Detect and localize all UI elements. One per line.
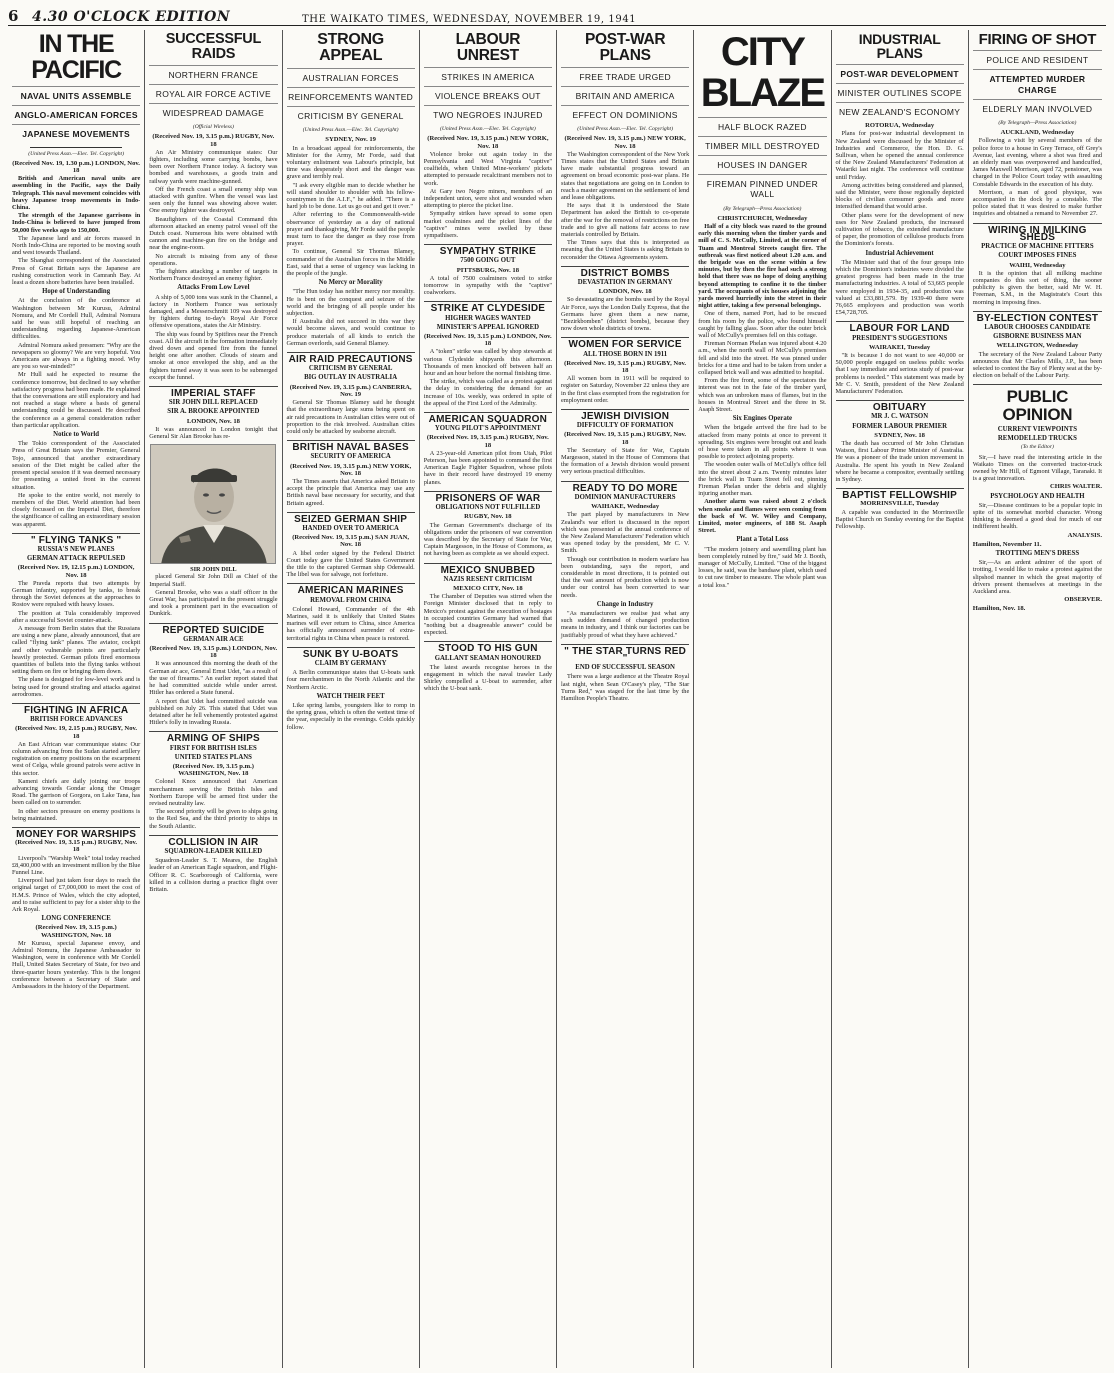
headline-in-the-pacific: IN THE PACIFIC [31,30,121,84]
paragraph: Kameni chiefs are daily joining our troops advancing towards Gondar along the Omager Road. The garrison of Gorgora, on Lake Tana, has been called on to surrender. [12,777,141,807]
section-heading: AMERICAN MARINES [287,583,415,594]
dateline: CHRISTCHURCH, Wednesday [717,214,808,222]
dateline: MEXICO CITY, Nov. 18 [453,584,523,592]
headline-strong-appeal: STRONG APPEAL [317,31,384,65]
deck: MINISTER OUTLINES SCOPE [836,83,964,102]
paragraph: "As manufacturers we realise just what any such sudden demand of changed production means in industry, and I think our factories can be justifiably proud of what they have achieved." [561,609,690,639]
lead-paragraph: Half of a city block was razed to the ground early this morning when the timber yards and mill of C. S. McCully, Limited, at the corner of Tuam and Montreal Streets caught fire. The outbreak was first noticed about 1.20 a.m. and the brigade was on the scene within a few minutes, but by then the fire had such a strong hold that there was no hope of doing anything beyond attempting to confine it to the timber yard. The occupants of six houses adjoining the yards moved hurriedly into the street in their night attire, taking a few personal belongings. [698,222,827,310]
subheading: Industrial Achievement [865,249,934,257]
dateline: (Received Nov. 19, 3.15 p.m.) RUGBY, Nov. 18 [426,434,549,449]
paragraph: He spoke to the entire world, not merely to members of the Diet. World attention had been closely focussed on the Imperial Diet, therefore the significance of calling an extraordinary session was apparent. [12,491,141,528]
paragraph: A 23-year-old American pilot from Utah, Pilot Peterson, has been appointed to command the first American Eagle Fighter Squadron, whose pilots have in their record have destroyed 19 enemy planes. [423,449,552,486]
paragraph: Liverpool had just taken four days to reach the original target of £7,000,000 to meet the cost of H.M.S. Prince of Wales, which the city adopted, and to raise sufficient to pay for a sister ship to the Ark Royal. [12,877,141,914]
paragraph: Violence broke out again today in the Pennsylvania and West Virginia "captive" coalfields, when United Mine-workers' pickets attempted to persuade recalcitrant members not to work. [423,150,552,187]
paragraph: "I ask every eligible man to decide whether he will stand shoulder to shoulder with his fellow-countrymen in the A.I.F.," he added. "There is a hard job to be done. Let us go out and get it over." [286,181,415,211]
paragraph: An East African war communique states: Our column advancing from the Sudan started artillery registration on enemy positions on the escarpment west of Celga, while ground patrols were active in this sector. [12,740,141,777]
section-heading: DISTRICT BOMBS [561,266,689,277]
column-6 [694,30,831,1368]
paragraph: In a broadcast appeal for reinforcements, the Minister for the Army, Mr Forde, said that voluntary enlistment was Labour's principle, but time was desperately short and the danger was grave and terribly real. [286,144,415,181]
dateline: (Received Nov. 19, 3.15 p.m.) RUGBY, Nov. 18 [564,431,687,446]
section-heading: OBITUARY [836,400,964,411]
subheading: Attacks From Low Level [177,284,250,292]
paragraph: After referring to the Commonwealth-wide observance of yesterday as a day of national prayer and thanksgiving, Mr Forde said the people must turn to face the danger as they rose from prayer. [286,211,415,248]
wire-credit: (United Press Assn.—Elec. Tel. Copyright) [28,150,124,157]
dateline: LONDON, Nov. 18 [598,288,652,296]
section-deck: GISBORNE BUSINESS MAN [993,333,1082,341]
dateline: (Received Nov. 19, 3.15 p.m.) CANBERRA, Nov. 19 [289,383,412,398]
paragraph: The German Government's discharge of its obligations under the prisoners of war convention was described by the Secretary of State for War, Captain Margesson, in the House of Commons, as not having been as complete as we should expect. [423,521,552,558]
section-heading: BRITISH NAVAL BASES [287,440,415,451]
deck: NORTHERN FRANCE [149,65,277,84]
paragraph: Like spring lambs, youngsters like to romp in the spring grass, which is often the wettest time of the year, especially in the evenings. Colds quickly follow. [286,702,415,731]
newspaper-columns [8,30,1106,1368]
divider [30,147,122,148]
section-deck: DOMINION MANUFACTURERS [574,493,676,501]
section-deck: LABOUR CHOOSES CANDIDATE [984,323,1091,331]
paragraph: General Sir Thomas Blamey said he thought that the extraordinary large sums being spent on air raid precautions in Australian cities were out of proportion to the risk involved. Australian cities could only be attacked by seaborne aircraft. [286,399,415,435]
paragraph: So devastating are the bombs used by the Royal Air Force, says the London Daily Express, that the Germans have given them a new name, "Bezirkbomben" (district bombs), because they now down whole districts of towns. [561,296,690,333]
headline-public-opinion: PUBLIC OPINION [973,384,1102,423]
column-8 [969,30,1106,1368]
paragraph: If Australia did not succeed in this war they would become slaves, and would continue to produce materials of all kinds to enrich the German overlords, said General Blamey. [286,318,415,347]
section-heading: JEWISH DIVISION [561,409,689,420]
deck: JAPANESE MOVEMENTS [12,124,140,143]
section-heading: STRIKE AT CLYDESIDE [424,301,552,312]
paragraph: The Pravda reports that two attempts by German infantry, supported by tanks, to break through the Soviet defences at the approaches to Rostov were repulsed with heavy losses. [12,579,141,609]
dateline: SYDNEY, Nov. 19 [325,136,376,144]
section-deck: FIRST FOR BRITISH ISLES [169,744,257,752]
wire-credit: (By Telegraph—Press Association) [723,205,802,212]
section-deck: SECURITY OF AMERICA [310,453,391,461]
dateline: SYDNEY, Nov. 18 [874,431,925,439]
section-heading: " THE STAR TURNS RED " [561,644,689,662]
paragraph: The wooden outer walls of McCully's office fell into the street about 2 a.m. Twenty minutes later the brick wall in Tuam Street fell out, pinning Fireman Phelan under the debris and slightly injuring another man. [698,461,827,498]
section-deck: BIG OUTLAY IN AUSTRALIA [304,374,398,382]
deck: FREE TRADE URGED [561,67,689,86]
paragraph: He says that it is understood the State Department has asked the British to co-operate after the war for the removal of restrictions on free trade and to give all nations fair access to raw materials controlled by Britain. [561,202,690,238]
paragraph: "The modern joinery and sawmilling plant has been completely ruined by fire," said Mr J. Booth, manager of McCully, Limited. "One of the biggest losses, he said, was the bandsaw plant, which used to cut raw timber to measure. The whole plant was a total loss." [698,545,827,589]
section-deck: GALLANT SEAMAN HONOURED [434,654,542,662]
column-7 [832,30,969,1368]
dateline: MORRINSVILLE, Tuesday [860,500,940,508]
paragraph: The Tokio correspondent of the Associated Press of Great Britain says the Premier, General Tojo, announced that another extraordinary session of the Diet might be called after the present special session if it was deemed necessary for presenting a united front in the current situation. [12,440,141,491]
paragraph: A capable was conducted in the Morrinsville Baptist Church on Sunday evening for the Baptist Fellowship. [835,508,964,531]
deck: CRITICISM BY GENERAL [287,106,415,125]
dateline: (Received Nov. 19, 12.15 p.m.) LONDON, Nov. 18 [17,564,135,579]
section-deck: GERMAN ATTACK REPULSED [26,555,126,563]
wire-credit: (United Press Assn.—Elec. Tel. Copyright) [577,126,673,133]
paragraph: Mr Kurusu, special Japanese envoy, and Admiral Nomura, the Japanese Ambassador to Washington, were in conference with Mr Cordell Hull, United States Secretary of State, for two and three-quarter hours yesterday. This is the longest conference between a Secretary of State and Ambassadors in the history of the Department. [12,939,141,991]
dateline: (Received Nov. 19, 3.15 p.m.) NEW YORK, Nov. 18 [427,135,549,150]
section-deck: UNITED STATES PLANS [174,753,252,761]
deck: REINFORCEMENTS WANTED [287,87,415,106]
paragraph: No aircraft is missing from any of these operations. [149,252,278,267]
section-deck: SQUADRON-LEADER KILLED [164,847,263,855]
paragraph: In other sectors pressure on enemy positions is being maintained. [12,807,141,822]
subheading: LONG CONFERENCE [41,915,111,923]
dateline: LONDON, Nov. 18 [186,417,240,425]
wire-credit: (Official Wireless) [192,124,234,131]
photo-caption: SIR JOHN DILL [190,566,237,574]
deck: ANGLO-AMERICAN FORCES [12,105,140,124]
deck: ELDERLY MAN INVOLVED [973,99,1102,118]
deck: ATTEMPTED MURDER CHARGE [973,69,1102,98]
section-heading: READY TO DO MORE [561,481,689,492]
section-deck: PRACTICE OF MACHINE FITTERS [981,243,1094,251]
section-heading: AIR RAID PRECAUTIONS [287,352,415,363]
dateline: (Received Nov. 19, 3.15 p.m.) NEW YORK, Nov. 18 [290,462,412,477]
deck: POST-WAR DEVELOPMENT [836,64,964,83]
wire-credit: (United Press Assn.—Elec. Tel. Copyright) [440,126,536,133]
column-1 [8,30,145,1368]
letter-paragraph: Sir,—I have read the interesting article in the Waikato Times on the converted tractor-truck owned by Mr Hill, of Egmont Village, Taranaki. It is a great innovation. [972,453,1102,483]
wire-credit: (United Press Assn.—Elec. Tel. Copyright) [302,127,399,134]
column-2 [145,30,282,1368]
deck: NEW ZEALAND'S ECONOMY [836,102,964,121]
page-number: 6 [8,7,19,25]
paragraph: The plane is designed for low-level work and is being used for ground strafing and attacks against aerodromes. [12,676,141,698]
section-deck: DEVASTATION IN GERMANY [577,279,673,287]
dateline: (Received Nov. 19, 1.30 p.m.) LONDON, Nov. 18 [12,159,140,174]
paragraph: Sympathy strikes have spread to some open market coalmines and the picket lines of the "captive" mines were swelled by these sympathisers. [423,210,552,239]
paragraph: Liverpool's "Warship Week" total today reached £8,400,000 with an investment million by the Blue Funnel Line. [12,854,141,877]
headline-firing-of-shot: FIRING OF SHOT [978,31,1097,48]
dateline: (Received Nov. 19, 3.15 p.m.) SAN JUAN, Nov. 18 [292,534,410,549]
paragraph: Morrison, a man of good physique, was accompanied in the dock by a constable. The police stated that it was desired to make further inquiries and obtained a remand to November 27. [972,188,1102,218]
dateline: WELLINGTON, Wednesday [996,342,1079,350]
deck: TWO NEGROES INJURED [424,105,552,124]
section-heading: BAPTIST FELLOWSHIP [836,488,964,499]
section-heading: COLLISION IN AIR [149,835,277,846]
section-heading: MONEY FOR WARSHIPS [12,827,140,838]
masthead [8,6,1106,26]
paragraph: The strength of the Japanese garrisons in Indo-China is believed to have jumped from 50,000 five weeks ago to 150,000. [12,212,141,234]
paragraph: The Japanese land and air forces massed in North Indo-China are reported to be moving south and west towards Thailand. [12,234,141,257]
paragraph: At Gary two Negro miners, members of an independent union, were shot and wounded when attempting to pierce the picket line. [423,187,552,210]
section-heading: WOMEN FOR SERVICE [561,337,689,348]
dateline: RUGBY, Nov. 18 [464,513,512,521]
deck: POLICE AND RESIDENT [973,50,1102,69]
deck: VIOLENCE BREAKS OUT [424,86,552,105]
letter-signature: ANALYSIS. [1067,531,1102,539]
section-deck: NAZIS RESENT CRITICISM [443,575,533,583]
paragraph: The secretary of the New Zealand Labour Party announces that Mr Charles Mills, J.P., has been selected to contest the Bay of Plenty seat at the by-election on behalf of the Labour Party. [972,350,1102,380]
section-heading: PRISONERS OF WAR [424,491,552,502]
paragraph: Admiral Nomura asked pressmen: "Why are the newspapers so gloomy? We are very hopeful. You Americans are always in a fighting mood. Why are you so war-minded?" [12,341,141,371]
deck: TIMBER MILL DESTROYED [698,136,826,155]
section-deck: RUSSIA'S NEW PLANES [37,545,115,553]
wire-credit: (By Telegraph—Press Association) [998,120,1077,127]
subheading: WATCH THEIR FEET [316,692,385,700]
section-deck: REMOVAL FROM CHINA [310,596,392,604]
section-deck: HANDED OVER TO AMERICA [302,524,399,532]
section-deck: HIGHER WAGES WANTED [445,314,531,322]
section-deck: OBLIGATIONS NOT FULFILLED [435,504,541,512]
letter-signature: OBSERVER. [1064,596,1102,604]
dateline: (Received Nov. 19, 3.15 p.m.) WASHINGTON, Nov. 18 [172,762,254,778]
paragraph: Fireman Norman Phelan was injured about 4.20 a.m., when the north wall of McCully's premises fell and slid into the street. He was pinned under bricks for a time and had to be taken from under a collapsed brick wall and was admitted to hospital. [698,340,827,376]
newspaper-title-line: THE WAIKATO TIMES, WEDNESDAY, NOVEMBER 19, 1941 [302,14,637,25]
section-heading: REPORTED SUICIDE [149,623,277,634]
paragraph: "The Hun today has neither mercy nor morality. He is bent on the conquest and seizure of the world and the bringing of all people under his subjection. [286,288,415,318]
dateline: (Received Nov. 19, 3.15 p.m.) LONDON, Nov. 18 [424,333,552,348]
paragraph: An Air Ministry communique states: Our fighters, including some carrying bombs, have been over Northern France today. A factory was bombed and warehouses, a goods train and railway yards were machine-gunned. [149,148,278,185]
dateline: (Received Nov. 19, 3.15 p.m.) WASHINGTON, Nov. 18 [35,924,117,939]
paragraph: It was announced this morning the death of the German air ace, General Ernst Udet, "as a result of the use of firearms." An earlier report stated that he had committed suicide while under arrest. Hitler has ordered a State funeral. [149,660,278,697]
section-deck: FORMER LABOUR PREMIER [852,422,948,430]
headline-labour-unrest: LABOUR UNREST [455,31,521,64]
letter-place: Hamilton, Nov. 18. [972,605,1026,613]
section-heading: SUNK BY U-BOATS [287,647,415,658]
paragraph: Squadron-Leader S. T. Meares, the English leader of an American Eagle squadron, and Flight-Officer R. C. Scarborough of California, were killed in a collision during a practice flight over Britain. [149,857,278,893]
paragraph: All women born in 1911 will be required to register on Saturday, November 22 unless they are in the first class exempted from the registration for employment order. [561,375,690,404]
deck: WIDESPREAD DAMAGE [149,103,277,122]
section-deck: COURT IMPOSES FINES [998,252,1077,260]
paragraph: Colonel Knox announced that American merchantmen serving the British Isles and Northern Europe will be armed first under the revised neutrality law. [149,778,278,807]
section-deck: MR J. C. WATSON [871,413,929,421]
deck: HALF BLOCK RAZED [698,117,826,136]
deck: BRITAIN AND AMERICA [561,86,689,105]
column-3 [283,30,420,1368]
paragraph: A message from Berlin states that the Russians are using a new plane, already announced, that are called "flying tank" planes. The aviator, cockpit and other vulnerable points are particularly heavily protected. German pilots fired enormous quantities of bullets into the flying tanks without setting them on fire or bringing them down. [12,624,141,676]
paragraph: placed General Sir John Dill as Chief of the Imperial Staff. [149,573,278,588]
letter-heading: PSYCHOLOGY AND HEALTH [990,492,1085,500]
section-deck: MINISTER'S APPEAL IGNORED [436,323,540,331]
paragraph: The Minister said that of the four groups into which the Dominion's industries were divided the greatest progress had been made in the true manufacturing industries. A total of 53,665 people were employed in 1934-35, and production was valued at £33,881,579. By 1939-40 there were 76,665 employees and production was worth £54,728,705. [835,258,964,317]
paragraph: Colonel Howard, Commander of the 4th Marines, said it is unlikely that United States marines will ever return to China, since America has officially announced surrender of extra-territorial rights in China when peace is restored. [286,605,415,642]
paragraph: Beaufighters of the Coastal Command this afternoon attacked an enemy patrol vessel off the Dutch coast. Numerous hits were obtained with cannon and machine-gun fire on the bridge and near the engine-room. [149,215,278,252]
paragraph: The death has occurred of Mr John Christian Watson, first Labour Prime Minister of Australia. He was a pioneer of the trade union movement in Australia. He spent his youth in New Zealand where he became a compositor, eventually settling in Sydney. [835,440,964,484]
section-heading: IMPERIAL STAFF [149,386,277,397]
dateline: (Received Nov. 19, 3.15 p.m.) NEW YORK, Nov. 18 [564,135,686,150]
paragraph: A total of 7500 coalminers voted to strike tomorrow in sympathy with the "captive" coalworkers. [423,274,552,297]
paragraph: The Secretary of State for War, Captain Margesson, stated in the House of Commons that the formation of a Jewish division would present very serious practical difficulties. [561,446,690,476]
paragraph: "It is because I do not want to see 40,000 or 50,000 people engaged on useless public works that I say immediate and serious study of post-war problems is needed." This statement was made by Mr C. V. Smith, president of the New Zealand Manufacturers' Federation. [835,351,964,395]
paragraph: A report that Udet had committed suicide was published on July 26. This stated that Udet was detained after he fell vehemently protested against Hitler's folly in invading Russia. [149,697,278,727]
section-heading: STOOD TO HIS GUN [424,641,552,652]
dateline: ROTORUA, Wednesday [865,122,935,130]
letter-signature: CHRIS WALTER. [1049,483,1102,491]
column-4 [420,30,557,1368]
paragraph: The fighters attacking a number of targets in Northern France destroyed an enemy fighter. [149,267,278,283]
section-deck: CURRENT VIEWPOINTS [997,426,1077,433]
deck: STRIKES IN AMERICA [424,67,552,86]
headline-city-blaze: CITY BLAZE [700,30,825,115]
paragraph: General Brooke, who was a staff officer in the Great War, has participated in the present struggle and took a prominent part in the evacuation of Dunkirk. [149,588,278,618]
paragraph: There was a large audience at the Theatre Royal last night, when Sean O'Casey's play, "The Star Turns Red," was staged for the last time by the Hamilton People's Theatre. [561,673,690,702]
dateline: (Received Nov. 19, 2.15 p.m.) RUGBY, Nov. 18 [15,725,138,740]
paragraph: Among activities being considered and planned, said the Minister, were those regionally depicted blocks of civilian consumer goods and more intensified demand that would arise. [835,181,964,211]
section-heading: LABOUR FOR LAND [836,321,964,332]
paragraph: The ship was found by Spitfires near the French coast. All the aircraft in the formation immediately dived down and opened fire from the funnel height one after another. Clouds of steam and smoke at once enveloped the ship, and as the fighters turned away it was seen to be submerged except the funnel. [149,330,278,381]
section-deck: CRITICISM BY GENERAL [308,365,393,373]
dateline: PITTSBURG, Nov. 18 [456,266,520,274]
section-heading: FIGHTING IN AFRICA [12,703,140,714]
section-deck: DIFFICULTY OF FORMATION [576,422,674,430]
dateline: (Received Nov. 19, 3.15 p.m.) RUGBY, Nov. 18 [152,133,275,148]
letter-paragraph: Sir,—As an ardent admirer of the sport of trotting, I would like to make a protest against the slipshod manner in which the great majority of drivers present themselves at meetings in the Auckland area. [972,559,1102,596]
section-deck: REMODELLED TRUCKS [997,435,1077,443]
paragraph: Though our contribution in modern warfare has been outstanding, says the report, and considerable in most directions, it is pointed out that the vast amount of production which is now under our control has been converted to war needs. [561,555,690,599]
section-deck: GERMAN AIR ACE [183,635,244,643]
deck: ROYAL AIR FORCE ACTIVE [149,84,277,103]
dateline: WAIHAKE, Wednesday [591,503,660,511]
section-deck: END OF SUCCESSFUL SEASON [575,664,675,672]
section-heading: AMERICAN SQUADRON [424,412,552,423]
paragraph: One of them, named Port, had to be rescued from his room by the police, who found himself caught by falling glass. Soon after the outer brick wall of McCully's premises fell on this cottage. [698,310,827,339]
section-deck: PRESIDENT'S SUGGESTIONS [852,334,948,342]
dateline: (Received Nov. 19, 3.15 p.m.) LONDON, Nov. 18 [149,645,278,660]
deck: FIREMAN PINNED UNDER WALL [698,174,826,203]
subheading: Change in Industry [596,600,654,608]
paragraph: A libel order signed by the Federal District Court today gave the United States Government the title to the captured German ship Odenwald. The libel was for salvage, not forfeiture. [286,549,415,579]
section-heading: BY-ELECTION CONTEST [973,311,1102,322]
subheading: Notice to World [53,431,100,439]
portrait-illustration [151,445,276,564]
deck: HOUSES IN DANGER [698,155,826,174]
section-heading: " FLYING TANKS " [12,533,140,544]
paragraph: Other plans were for the development of new uses for New Zealand products, the increased cultivation of tobacco, the extended manufacture of paper, the promotion of cellulose products from the Dominion's forests. [835,211,964,248]
paragraph: Mr Hull said he expected to resume the conference tomorrow, but declined to say whether satisfactory progress had been made. He explained that the conversations are still exploratory and had not reached a stage where a basis of general understanding could be discussed. He described the conference as a general consideration rather than particular application. [12,371,141,429]
paragraph: The Times asserts that America asked Britain to accept the principle that America may use any British naval base necessary for security, and that Britain agreed. [286,477,415,507]
paragraph: The Chamber of Deputies was stirred when the Foreign Minister disclosed that in reply to Mexico's protest against the execution of hostages in occupied countries Germany had warned that "nothing but a disagreeable answer" could be expected. [423,593,552,637]
subheading: Plant a Total Loss [736,536,789,544]
to-the-editor: (To the Editor) [1020,444,1054,451]
paragraph: It was announced in London tonight that General Sir Alan Brooke has re- [149,425,278,441]
paragraph: Another alarm was raised about 2 o'clock when smoke and flames were seen coming from the back of W. W. Wiley and Company, Limited, motor engineers, of 188 St. Asaph Street. [698,498,827,535]
section-heading: SEIZED GERMAN SHIP [287,512,415,523]
paragraph: A "token" strike was called by shop stewards at various Clydeside shipyards this afternoon. Thousands of men knocked off between half an hour and an hour before the normal finishing time. [423,348,552,378]
dateline: WAIRAKEI, Tuesday [869,343,931,351]
edition-label: 4.30 O'CLOCK EDITION [32,9,231,25]
section-deck: SIR A. BROOKE APPOINTED [167,408,260,416]
paragraph: The Times says that this is interpreted as meaning that the United States is asking Britain to reconsider the Ottawa Agreements system. [561,239,690,261]
section-deck: BRITISH FORCE ADVANCES [30,716,123,724]
letter-paragraph: Sir,—Disease continues to be a popular topic in spite of its somewhat morbid character. Wrong thinking is deemed a good deal for much of our indifferent health. [972,501,1102,531]
subheading: Six Engines Operate [732,415,793,423]
paragraph: To continue, General Sir Thomas Blamey, commander of the Australian forces in the Middle East, said that a sense of urgency was lacking in the people of the jungle. [286,248,415,278]
section-heading: MEXICO SNUBBED [424,563,552,574]
section-heading: ARMING OF SHIPS [149,731,277,742]
column-5 [557,30,694,1368]
paragraph: The latest awards recognise heroes in the engagement in which the naval trawler Lady Shirley compelled a U-boat to surrender, after which the U-boat sank. [423,663,552,693]
paragraph: The part played by manufacturers in New Zealand's war effort is discussed in the report which was presented at the annual conference of the New Zealand Manufacturers' Federation which was opened today by the president, Mr C. V. Smith. [561,511,690,555]
paragraph: At the conclusion of the conference at Washington between Mr Kurusu, Admiral Nomura, and Mr Cordell Hull, Admiral Nomura said he was still hopeful of reaching an understanding regarding Japanese-American difficulties. [12,297,141,341]
deck: AUSTRALIAN FORCES [287,68,415,87]
dateline: WAIHI, Wednesday [1009,261,1066,269]
dateline: AUCKLAND, Wednesday [1000,129,1075,137]
headline-post-war-plans: POST-WAR PLANS [584,31,666,64]
dateline: (Received Nov. 19, 3.15 p.m.) RUGBY, Nov. 18 [15,839,138,854]
headline-industrial-plans: INDUSTRIAL PLANS [858,31,941,62]
dateline: (Received Nov. 19, 3.15 p.m.) RUGBY, Nov. 18 [564,359,687,375]
letter-heading: TROTTING MEN'S DRESS [995,550,1080,558]
subheading: No Mercy or Morality [318,279,383,287]
subheading: Hope of Understanding [42,288,111,296]
paragraph: A ship of 5,000 tons was sunk in the Channel, a factory in Northern France was seriously damaged, and a Messerschmitt 109 was destroyed by fighters during to-day's Royal Air Force offensive operations, states the Air Ministry. [149,293,278,330]
section-deck: SIR JOHN DILL REPLACED [168,399,258,407]
section-heading: SYMPATHY STRIKE [424,244,552,255]
section-deck: CLAIM BY GERMANY [314,659,387,667]
paragraph: A Berlin communique states that U-boats sank four merchantmen in the North Atlantic and the Northern Arctic. [286,669,415,691]
deck: EFFECT ON DOMINIONS [561,105,689,124]
paragraph: Following a visit by several members of the police force to a house in Grey Terrace, off Grey's Avenue, last evening, where a shot was fired and an elderly man was overpowered and handcuffed, James Maxwell Morrison, aged 72, pensioner, was charged in the Police Court today with assaulting Constable Edwards in the execution of his duty. [972,137,1102,188]
paragraph: When the brigade arrived the fire had to be attacked from many points at once to prevent it spreading. Six engines were brought out and leads of hose were taken in all points where it was possible to protect adjoining property. [698,424,827,461]
section-heading: WIRING IN MILKING SHEDS [973,223,1102,241]
paragraph: The Washington correspondent of the New York Times states that the United States and Britain have made substantial progress toward an agreement on broad economic post-war plans. He states that negotiations are going on in London to reach a master agreement on the settlement of lend and lease obligations. [561,150,690,201]
portrait-photo [150,444,276,564]
paragraph: The position at Tula considerably improved after a successful Soviet counter-attack. [12,609,141,624]
paragraph: From the fire front, some of the spectators the interest was not in the fate of the timber yard, which was an unbroken mass of flames, but in the houses in Montreal Street and the three in St. Asaph Street. [698,377,827,414]
headline-successful-raids: SUCCESSFUL RAIDS [165,31,262,62]
section-deck: ALL THOSE BORN IN 1911 [583,350,668,358]
letter-place: Hamilton, November 11. [972,540,1042,548]
paragraph: The Shanghai correspondent of the Associated Press of Great Britain says the Japanese are rushing construction work in Camranh Bay. At least a dozen shore batteries have been installed. [12,257,141,287]
section-deck: 7500 GOING OUT [460,257,516,265]
paragraph: The second priority will be given to ships going to the Red Sea, and the third priority to ships in the South Atlantic. [149,808,278,830]
paragraph: It is the opinion that all milking machine companies do this sort of thing, the sooner publicity is given the better, said Mr W. H. Freeman, S.M., in the Magistrate's Court this morning in imposing fines. [972,269,1102,306]
deck: NAVAL UNITS ASSEMBLE [12,86,140,105]
paragraph: British and American naval units are assembling in the Pacific, says the Daily Telegraph. This naval movement coincides with heavy Japanese troop movements in Indo-China. [12,175,141,211]
paragraph: Off the French coast a small enemy ship was attacked with gunfire. When the vessel was last seen only the funnel was showing above water. One enemy fighter was destroyed. [149,185,278,215]
paragraph: The strike, which was called as a protest against the delay in considering the demand for an increase of 10s. weekly, was ordered in spite of the appeal of the First Lord of the Admiralty. [423,378,552,407]
section-deck: YOUNG PILOT'S APPOINTMENT [434,425,541,433]
paragraph: Plans for post-war industrial development in New Zealand were discussed by the Minister of Industries and Commerce, the Hon. D. G. Sullivan, when he opened the annual conference of the New Zealand Manufacturers' Federation at Waiariki last night. The conference will continue until Friday. [835,130,964,181]
